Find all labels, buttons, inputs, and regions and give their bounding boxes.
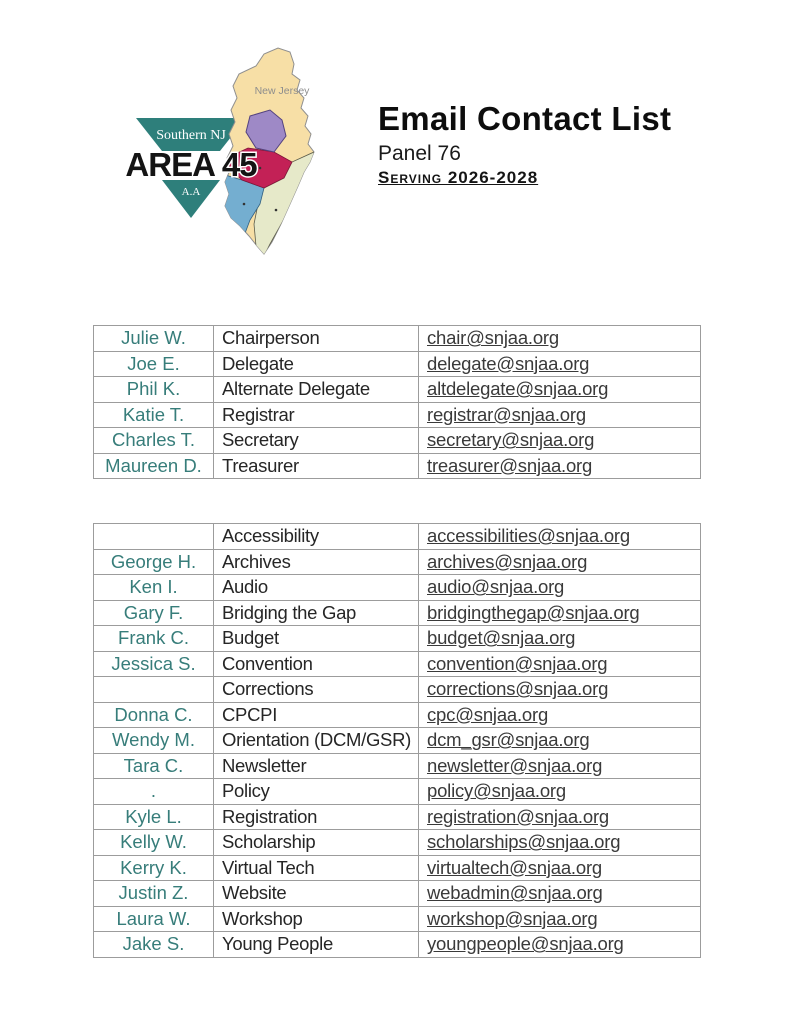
- table-row: [94, 881, 701, 907]
- email-link[interactable]: scholarships@snjaa.org: [427, 831, 621, 853]
- table-row: [94, 932, 701, 958]
- map-marker-dot: [259, 167, 262, 170]
- area45-logo: [98, 28, 360, 260]
- position-label: Delegate: [214, 351, 419, 377]
- position-label: Virtual Tech: [214, 855, 419, 881]
- table-row: [94, 830, 701, 856]
- position-label: CPCPI: [214, 702, 419, 728]
- map-state-label: New Jersey: [254, 85, 310, 97]
- member-name: Kerry K.: [94, 855, 214, 881]
- position-label: Workshop: [214, 906, 419, 932]
- officers-table: [93, 325, 701, 479]
- email-link[interactable]: policy@snjaa.org: [427, 780, 566, 802]
- member-name: Maureen D.: [94, 453, 214, 479]
- table-row: [94, 575, 701, 601]
- member-name: Charles T.: [94, 428, 214, 454]
- table-row: [94, 702, 701, 728]
- position-label: Policy: [214, 779, 419, 805]
- table-row: [94, 524, 701, 550]
- member-name: Kelly W.: [94, 830, 214, 856]
- email-cell: [419, 906, 701, 932]
- position-label: Audio: [214, 575, 419, 601]
- email-link[interactable]: virtualtech@snjaa.org: [427, 856, 603, 878]
- table-row: [94, 453, 701, 479]
- email-link[interactable]: altdelegate@snjaa.org: [427, 378, 609, 400]
- email-cell: [419, 830, 701, 856]
- email-cell: [419, 453, 701, 479]
- email-cell: [419, 779, 701, 805]
- member-name: Katie T.: [94, 402, 214, 428]
- position-label: Archives: [214, 549, 419, 575]
- email-cell: [419, 677, 701, 703]
- email-link[interactable]: budget@snjaa.org: [427, 627, 576, 649]
- email-link[interactable]: cpc@snjaa.org: [427, 703, 549, 725]
- member-name: Jake S.: [94, 932, 214, 958]
- email-link[interactable]: accessibilities@snjaa.org: [427, 525, 630, 547]
- table-row: [94, 753, 701, 779]
- member-name: Tara C.: [94, 753, 214, 779]
- position-label: Treasurer: [214, 453, 419, 479]
- email-cell: [419, 702, 701, 728]
- table-row: [94, 549, 701, 575]
- member-name: George H.: [94, 549, 214, 575]
- member-name: Wendy M.: [94, 728, 214, 754]
- table-row: [94, 626, 701, 652]
- page-title: Email Contact List: [378, 100, 672, 137]
- email-cell: [419, 881, 701, 907]
- member-name: Laura W.: [94, 906, 214, 932]
- logo-aa-label: A.A: [181, 186, 201, 198]
- member-name: Ken I.: [94, 575, 214, 601]
- table-row: [94, 677, 701, 703]
- map-marker-dot: [275, 209, 278, 212]
- position-label: Alternate Delegate: [214, 377, 419, 403]
- table-row: [94, 855, 701, 881]
- email-link[interactable]: workshop@snjaa.org: [427, 907, 598, 929]
- email-link[interactable]: secretary@snjaa.org: [427, 429, 595, 451]
- email-link[interactable]: audio@snjaa.org: [427, 576, 565, 598]
- position-label: Registrar: [214, 402, 419, 428]
- table-row: [94, 804, 701, 830]
- area45-logo-graphic: [98, 28, 360, 260]
- position-label: Newsletter: [214, 753, 419, 779]
- email-cell: [419, 351, 701, 377]
- table-row: [94, 377, 701, 403]
- email-cell: [419, 932, 701, 958]
- panel-subtitle: Panel 76: [378, 141, 461, 165]
- table-row: [94, 428, 701, 454]
- table-row: [94, 600, 701, 626]
- email-link[interactable]: webadmin@snjaa.org: [427, 882, 603, 904]
- logo-region-label: Southern NJ: [156, 128, 226, 143]
- email-link[interactable]: registrar@snjaa.org: [427, 403, 586, 425]
- position-label: Website: [214, 881, 419, 907]
- position-label: Secretary: [214, 428, 419, 454]
- committees-table: [93, 523, 701, 958]
- email-cell: [419, 651, 701, 677]
- email-link[interactable]: registration@snjaa.org: [427, 805, 610, 827]
- position-label: Bridging the Gap: [214, 600, 419, 626]
- email-cell: [419, 575, 701, 601]
- member-name: Donna C.: [94, 702, 214, 728]
- member-name: [94, 524, 214, 550]
- email-link[interactable]: youngpeople@snjaa.org: [427, 933, 624, 955]
- email-cell: [419, 428, 701, 454]
- email-link[interactable]: treasurer@snjaa.org: [427, 454, 593, 476]
- member-name: Frank C.: [94, 626, 214, 652]
- email-cell: [419, 804, 701, 830]
- position-label: Orientation (DCM/GSR): [214, 728, 419, 754]
- member-name: Kyle L.: [94, 804, 214, 830]
- email-cell: [419, 753, 701, 779]
- member-name: Julie W.: [94, 326, 214, 352]
- position-label: Corrections: [214, 677, 419, 703]
- email-cell: [419, 402, 701, 428]
- email-link[interactable]: corrections@snjaa.org: [427, 678, 609, 700]
- position-label: Registration: [214, 804, 419, 830]
- position-label: Accessibility: [214, 524, 419, 550]
- position-label: Scholarship: [214, 830, 419, 856]
- position-label: Budget: [214, 626, 419, 652]
- email-link[interactable]: convention@snjaa.org: [427, 652, 608, 674]
- position-label: Young People: [214, 932, 419, 958]
- header-block: [378, 100, 671, 188]
- member-name: .: [94, 779, 214, 805]
- table-row: [94, 351, 701, 377]
- position-label: Convention: [214, 651, 419, 677]
- member-name: Gary F.: [94, 600, 214, 626]
- email-cell: [419, 626, 701, 652]
- email-cell: [419, 549, 701, 575]
- table-row: [94, 402, 701, 428]
- table-row: [94, 779, 701, 805]
- table-row: [94, 728, 701, 754]
- position-label: Chairperson: [214, 326, 419, 352]
- email-link[interactable]: newsletter@snjaa.org: [427, 754, 603, 776]
- member-name: Jessica S.: [94, 651, 214, 677]
- email-cell: [419, 600, 701, 626]
- email-cell: [419, 377, 701, 403]
- email-link[interactable]: dcm_gsr@snjaa.org: [427, 729, 590, 751]
- member-name: Phil K.: [94, 377, 214, 403]
- email-link[interactable]: delegate@snjaa.org: [427, 352, 590, 374]
- table-row: [94, 326, 701, 352]
- logo-area-label: AREA 45: [125, 146, 257, 183]
- email-link[interactable]: archives@snjaa.org: [427, 550, 588, 572]
- member-name: [94, 677, 214, 703]
- serving-term: Serving 2026-2028: [378, 167, 539, 187]
- email-cell: [419, 524, 701, 550]
- table-row: [94, 651, 701, 677]
- member-name: Joe E.: [94, 351, 214, 377]
- table-row: [94, 906, 701, 932]
- email-cell: [419, 326, 701, 352]
- email-cell: [419, 855, 701, 881]
- member-name: Justin Z.: [94, 881, 214, 907]
- email-cell: [419, 728, 701, 754]
- map-marker-dot: [243, 203, 246, 206]
- email-link[interactable]: chair@snjaa.org: [427, 327, 559, 349]
- email-link[interactable]: bridgingthegap@snjaa.org: [427, 601, 640, 623]
